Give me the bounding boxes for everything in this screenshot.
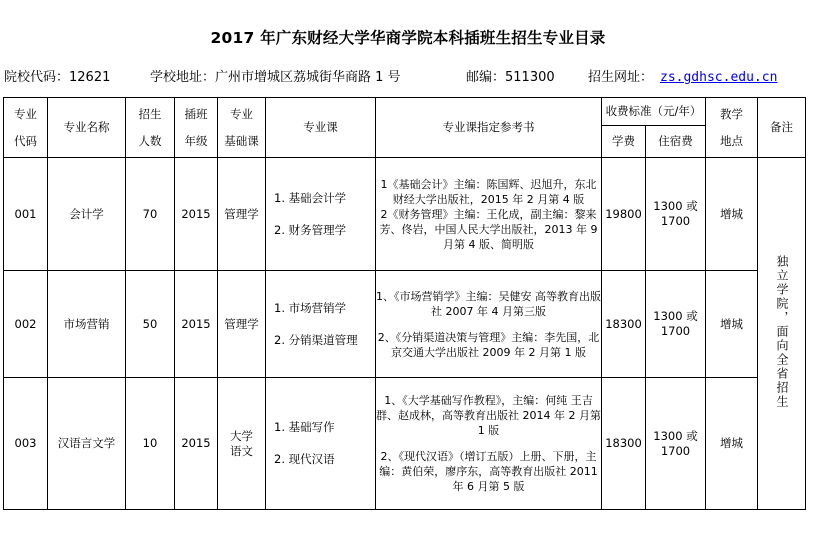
grade-cell: 2015 [175, 158, 218, 271]
housing-text: 1300 或 [653, 428, 698, 443]
courses-cell [266, 378, 376, 510]
tuition-cell: 18300 [602, 378, 646, 510]
header-text: 人数 [138, 133, 162, 148]
course-item: 2. 分销渠道管理 [274, 332, 358, 347]
header-enroll-count [126, 98, 175, 158]
header-text: 代码 [14, 133, 37, 148]
basic-course-text: 语文 [230, 443, 253, 458]
header-transfer-grade [175, 98, 218, 158]
course-item: 1. 市场营销学 [274, 300, 347, 315]
major-code-cell: 002 [4, 271, 48, 378]
basic-course-text: 大学 [230, 428, 253, 443]
header-remark: 备注 [758, 98, 806, 158]
basic-course-cell: 管理学 [218, 271, 266, 378]
course-item: 1. 基础会计学 [274, 190, 347, 205]
enroll-count-cell: 70 [126, 158, 175, 271]
course-item: 2. 财务管理学 [274, 222, 347, 237]
major-catalog-table [3, 97, 806, 510]
courses-cell [266, 271, 376, 378]
remark-cell [758, 158, 806, 510]
housing-cell [646, 271, 706, 378]
books-cell [376, 158, 602, 271]
header-text: 专业 [230, 106, 253, 121]
website-link[interactable]: zs.gdhsc.edu.cn [660, 70, 778, 85]
books-cell [376, 378, 602, 510]
housing-text: 1700 [660, 214, 691, 228]
header-reference-books: 专业课指定参考书 [376, 98, 602, 158]
website-label: 招生网址： [588, 70, 654, 85]
enroll-count-cell: 50 [126, 271, 175, 378]
header-fee-standard: 收费标准（元/年） [602, 98, 706, 126]
postcode: 邮编：511300 [466, 70, 555, 85]
header-text: 教学 [720, 106, 743, 121]
header-text: 年级 [184, 133, 208, 148]
header-teaching-location [706, 98, 758, 158]
header-row-1 [4, 98, 806, 126]
table-row [4, 158, 806, 271]
major-name-cell: 市场营销 [48, 271, 126, 378]
course-item: 2. 现代汉语 [274, 452, 335, 466]
housing-text: 1700 [660, 324, 691, 338]
book-item: 2《财务管理》主编：王化成，副主编：黎来芳、佟岩，中国人民大学出版社，2013 年 9 月第 4 版、简明版 [379, 207, 598, 251]
header-major-code [4, 98, 48, 158]
header-tuition: 学费 [602, 126, 646, 158]
header-basic-course [218, 98, 266, 158]
books-cell [376, 271, 602, 378]
school-code: 院校代码：12621 [4, 70, 111, 85]
header-text: 地点 [720, 133, 743, 148]
header-text: 基础课 [224, 133, 259, 148]
tuition-cell: 18300 [602, 271, 646, 378]
housing-text: 1300 或 [653, 309, 698, 323]
book-item: 1、《大学基础写作教程》，主编：何纯 王吉群、赵成林，高等教育出版社 2014 年 2 月第 1 版 [376, 394, 601, 437]
major-code-cell: 003 [4, 378, 48, 510]
basic-course-cell: 管理学 [218, 158, 266, 271]
enroll-count-cell: 10 [126, 378, 175, 510]
table-row [4, 378, 806, 510]
tuition-cell: 19800 [602, 158, 646, 271]
header-major-name: 专业名称 [48, 98, 126, 158]
housing-cell [646, 158, 706, 271]
grade-cell: 2015 [175, 378, 218, 510]
location-cell: 增城 [706, 378, 758, 510]
major-name-cell: 会计学 [48, 158, 126, 271]
basic-course-cell [218, 378, 266, 510]
location-cell: 增城 [706, 158, 758, 271]
housing-text: 1700 [660, 443, 691, 458]
header-major-courses: 专业课 [266, 98, 376, 158]
header-text: 插班 [184, 106, 208, 121]
page-title: 2017 年广东财经大学华商学院本科插班生招生专业目录 [210, 29, 606, 47]
book-item: 2、《分销渠道决策与管理》主编：李先国，北京交通大学出版社 2009 年 2 月第 1 版 [377, 330, 600, 359]
header-housing: 住宿费 [646, 126, 706, 158]
grade-cell: 2015 [175, 271, 218, 378]
header-text: 专业 [14, 106, 37, 121]
courses-cell [266, 158, 376, 271]
school-address: 学校地址：广州市增城区荔城街华商路 1 号 [150, 70, 401, 85]
major-code-cell: 001 [4, 158, 48, 271]
header-text: 招生 [138, 106, 162, 121]
table-row [4, 271, 806, 378]
remark-text: 独立学院，面向全省招生 [775, 254, 789, 409]
location-cell: 增城 [706, 271, 758, 378]
book-item: 2、《现代汉语》（增订五版）上册、下册，主编：黄伯荣，廖序东，高等教育出版社 2011 年 6 月第 5 版 [379, 450, 598, 493]
book-item: 1《基础会计》主编：陈国辉、迟旭升，东北财经大学出版社，2015 年 2 月第 4 版 [380, 177, 597, 206]
book-item: 1、《市场营销学》主编：吴健安 高等教育出版社 2007 年 4 月第三版 [376, 289, 601, 318]
major-name-cell: 汉语言文学 [48, 378, 126, 510]
housing-text: 1300 或 [653, 199, 698, 213]
course-item: 1. 基础写作 [274, 420, 335, 434]
housing-cell [646, 378, 706, 510]
